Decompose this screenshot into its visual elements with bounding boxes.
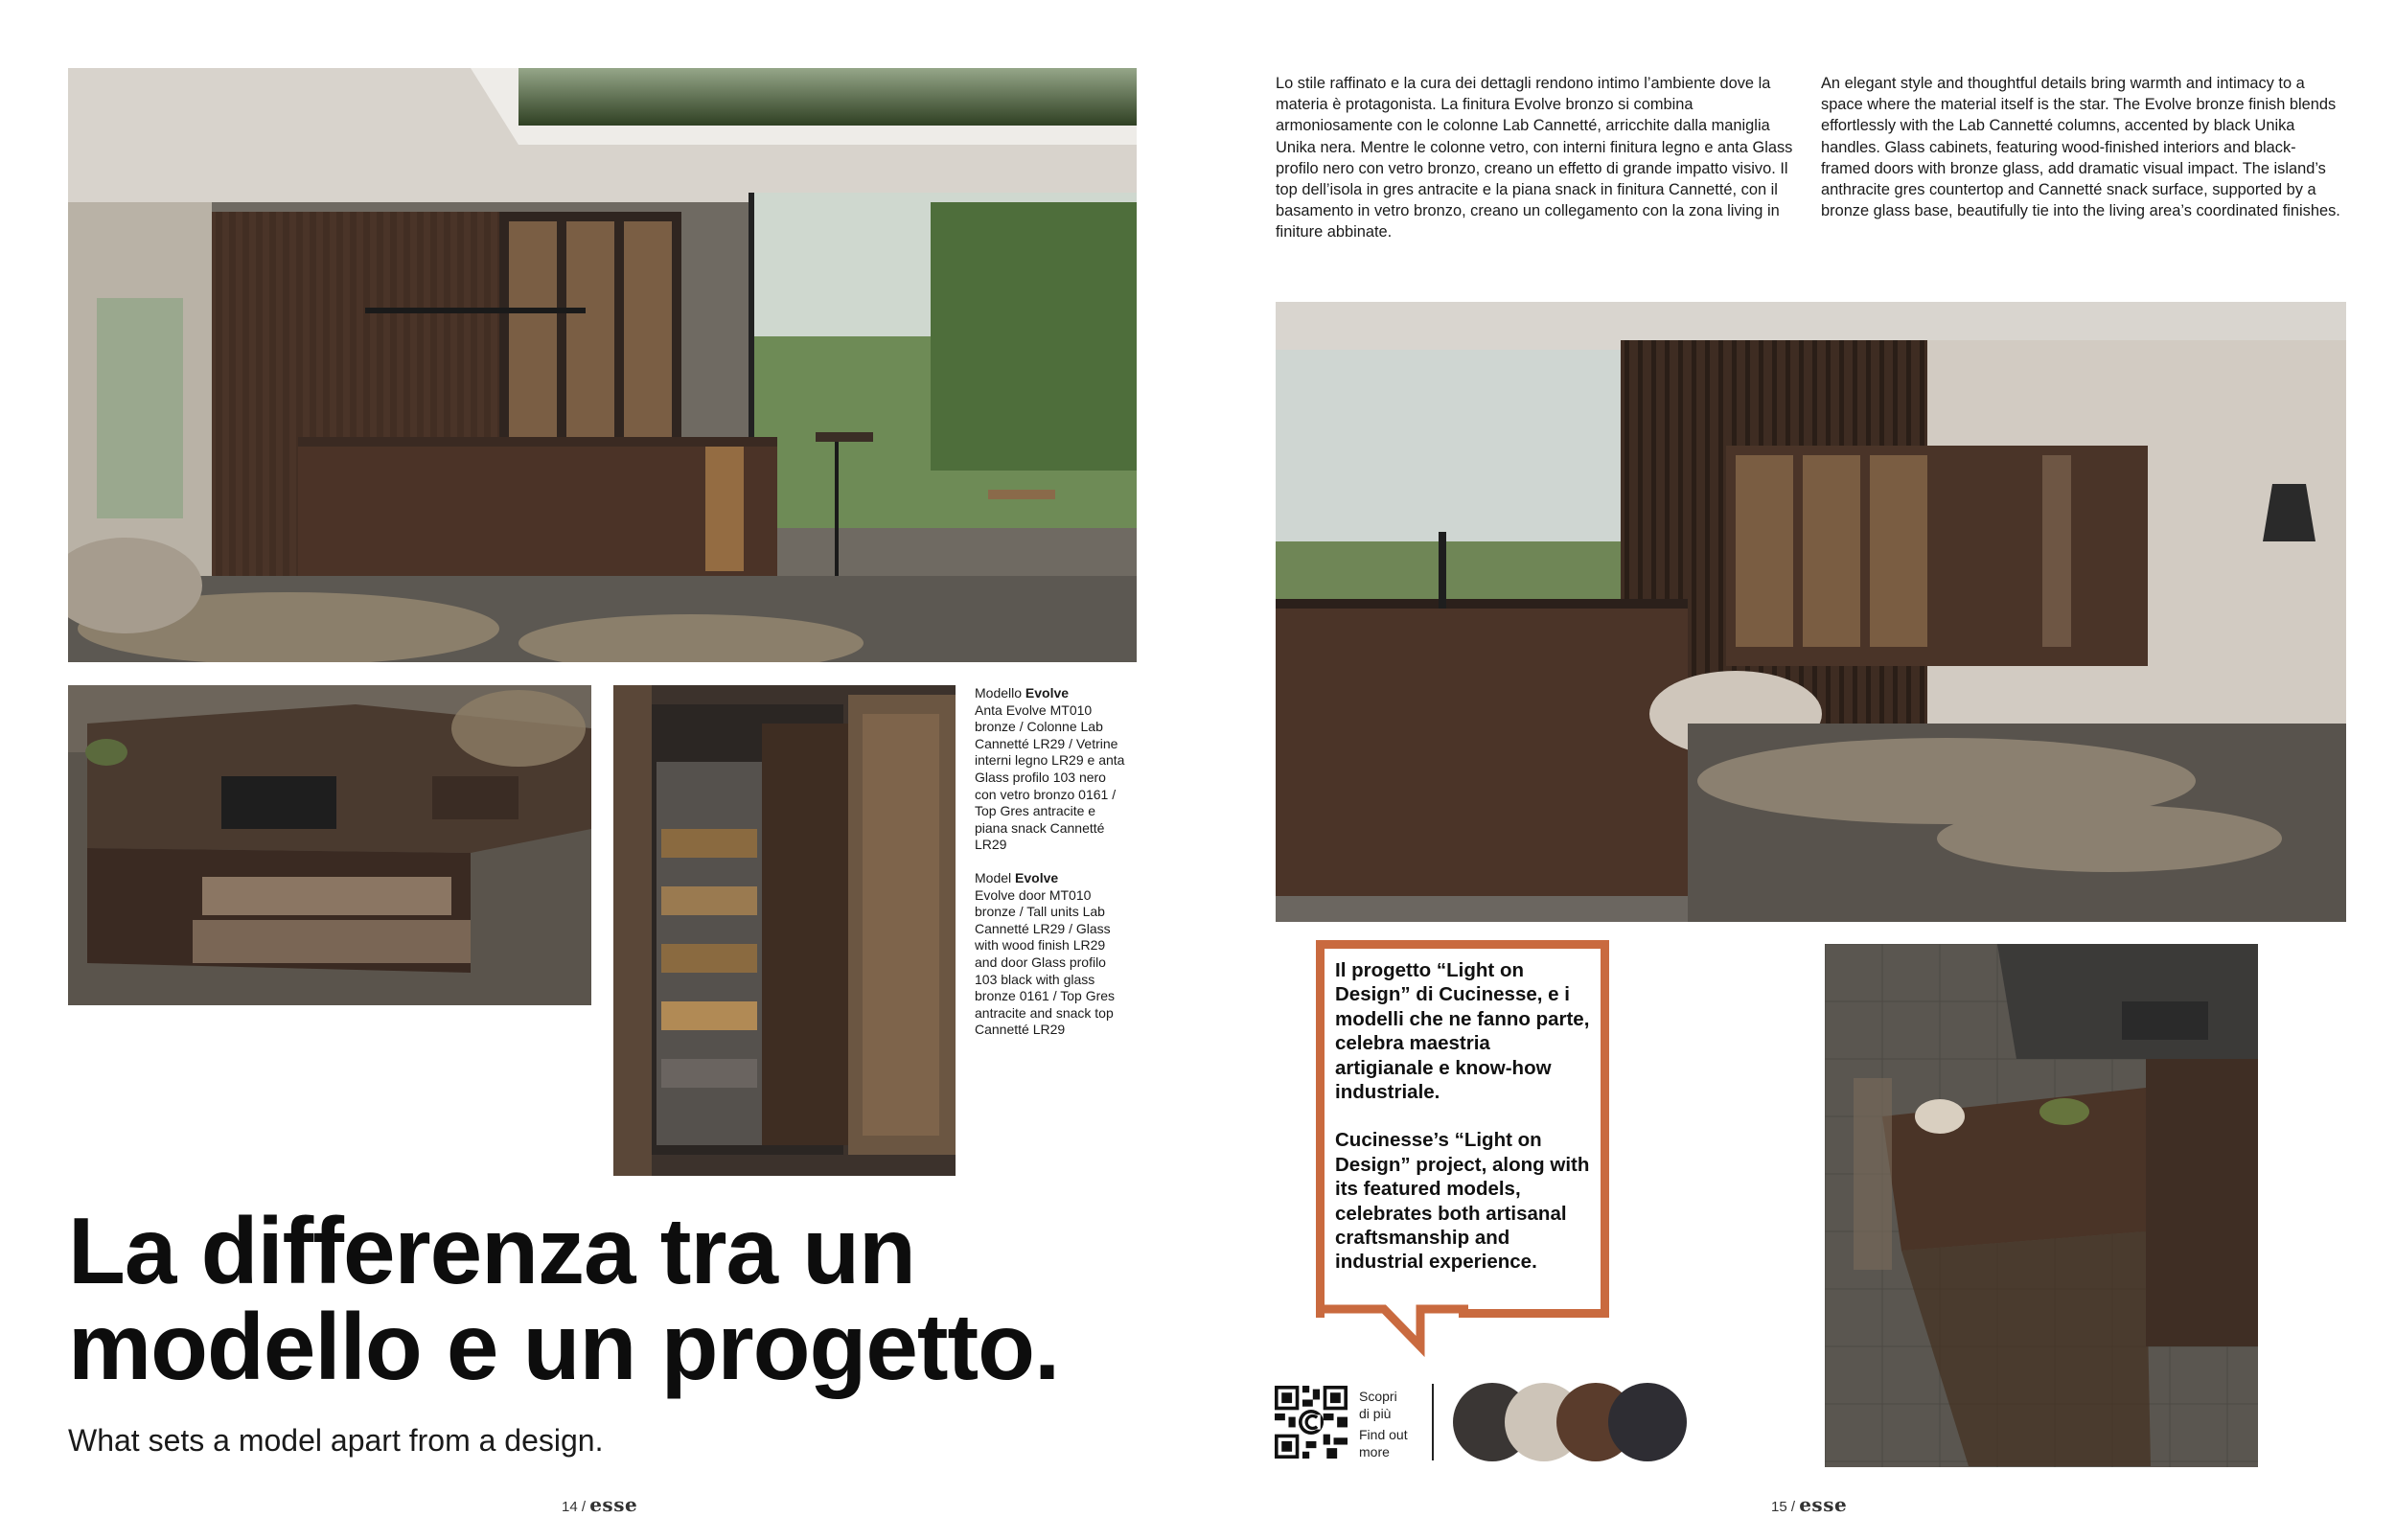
main-kitchen-photo <box>68 68 1137 662</box>
model-name: Evolve <box>1025 685 1070 701</box>
qr-label-italian: Scopri di più <box>1359 1389 1397 1421</box>
snack-top-photo <box>1825 944 2258 1467</box>
model-name: Evolve <box>1015 869 1059 885</box>
esse-logo: esse <box>589 1493 638 1516</box>
island-detail-photo <box>68 685 591 1005</box>
qr-code-icon[interactable] <box>1275 1386 1348 1459</box>
divider <box>1432 1384 1434 1460</box>
caption-english: Model Evolve Evolve door MT010 bronze / Tall units Lab Cannetté LR29 / Glass with wood finish LR29 and door Glass profilo 103 black with glass bronze 0161 / Top Gres antracite and snack top Cannetté LR29 <box>975 869 1116 1038</box>
page-number-left: 14 / esse <box>562 1493 638 1516</box>
speech-bubble-tail <box>1315 1303 1468 1361</box>
quote-italian: Il progetto “Light on Design” di Cucinesse, e i modelli che ne fanno parte, celebra maestria artigianale e know-how industriale. <box>1335 959 1590 1104</box>
esse-logo: esse <box>1799 1493 1848 1516</box>
kitchen-overview-photo <box>1276 302 2346 922</box>
intro-text-italian: Lo stile raffinato e la cura dei dettagli rendono intimo l’ambiente dove la materia è protagonista. La finitura Evolve bronzo si combina armoniosamente con le colonne Lab Cannetté, arricchite dalla maniglia Unika nera. Mentre le colonne vetro, con interni finitura legno e anta Glass profilo nero con vetro bronzo, creano un effetto di grande impatto visivo. Il top dell’isola in gres antracite e la piana snack in finitura Cannetté, con il basamento in vetro bronzo, creano un collegamento con la zona living in finiture abbinate. <box>1276 75 1793 241</box>
pantry-photo <box>613 685 956 1176</box>
product-caption <box>975 685 1128 1055</box>
subheadline: What sets a model apart from a design. <box>68 1423 604 1458</box>
swatch-dark-cannette <box>1608 1383 1687 1461</box>
qr-label-english: Find out more <box>1359 1427 1408 1460</box>
headline: La differenza tra un modello e un progetto. <box>68 1198 1060 1399</box>
quote-english: Cucinesse’s “Light on Design” project, along with its featured models, celebrates both artisanal craftsmanship and industrial experience. <box>1335 1129 1590 1274</box>
page-number-right: 15 / esse <box>1771 1493 1848 1516</box>
quote-text <box>1335 958 1594 1299</box>
intro-text-english: An elegant style and thoughtful details bring warmth and intimacy to a space where the material itself is the star. The Evolve bronze finish blends effortlessly with the Lab Cannetté columns, accented by black Unika handles. Glass cabinets, featuring wood-finished interiors and black-framed doors with bronze glass, add dramatic visual impact. The island’s anthracite gres countertop and Cannetté snack surface, supported by a bronze glass base, beautifully tie into the living area’s coordinated finishes. <box>1821 75 2340 220</box>
caption-italian: Modello Evolve Anta Evolve MT010 bronze / Colonne Lab Cannetté LR29 / Vetrine interni legno LR29 e anta Glass profilo 103 nero con vetro bronzo 0161 / Top Gres antracite e piana snack Cannetté LR29 <box>975 685 1125 853</box>
